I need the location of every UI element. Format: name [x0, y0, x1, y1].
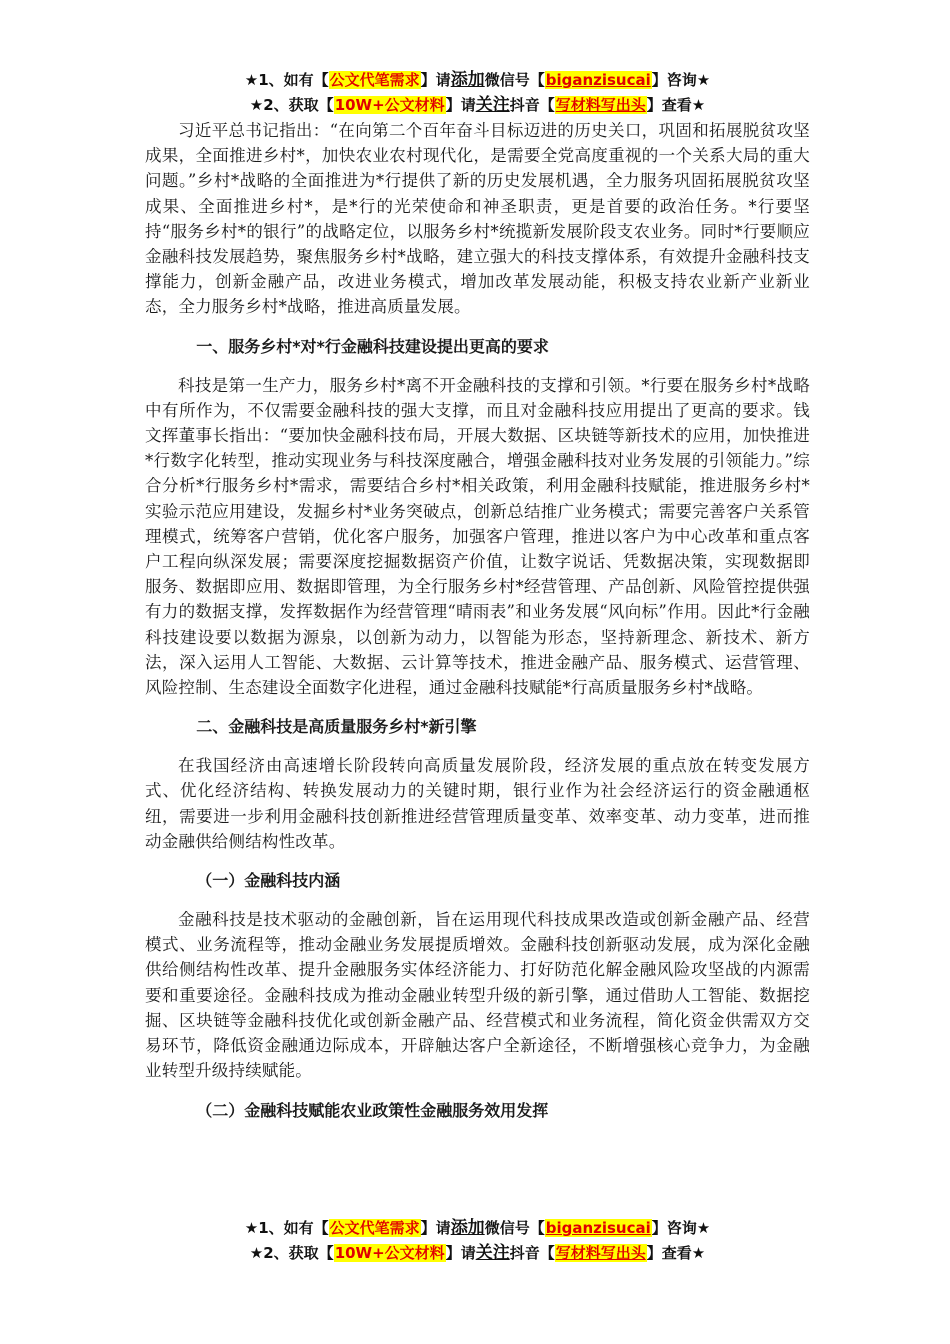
promo-text: ★1、如有【	[244, 1219, 329, 1237]
highlight-service: 公文代笔需求	[329, 1219, 420, 1237]
promo-text: 】请	[420, 71, 451, 89]
promo-line-1	[145, 68, 810, 93]
highlight-douyin-account: 写材料写出头	[555, 1244, 646, 1262]
promo-text: 抖音【	[509, 96, 555, 114]
subsection-1-paragraph: 金融科技是技术驱动的金融创新，旨在运用现代科技成果改造或创新金融产品、经营模式、业务流程等，推动金融业务发展提质增效。金融科技创新驱动发展，成为深化金融供给侧结构性改革、提升金融服务实体经济能力、打好防范化解金融风险攻坚战的内源需要和重要途径。金融科技成为推动金融业转型升级的新引擎，通过借助人工智能、数据挖掘、区块链等金融科技优化或创新金融产品、经营模式和业务流程，简化资金供需双方交易环节，降低资金融通边际成本，开辟触达客户全新途径，不断增强核心竞争力，为金融业转型升级持续赋能。	[145, 910, 810, 1081]
promo-emphasis: 添加	[450, 1218, 485, 1238]
promo-text: 】查看★	[646, 96, 706, 114]
promo-line-2	[145, 1241, 810, 1266]
promo-line-1	[145, 1216, 810, 1241]
highlight-wechat-id: biganzisucai	[545, 1219, 651, 1237]
highlight-service: 公文代笔需求	[329, 71, 420, 89]
highlight-materials: 10W+公文材料	[334, 1244, 445, 1262]
promo-banner-bottom	[145, 1216, 810, 1266]
promo-line-2	[145, 93, 810, 118]
section-1-paragraph: 科技是第一生产力，服务乡村*离不开金融科技的支撑和引领。*行要在服务乡村*战略中有所作为，不仅需要金融科技的强大支撑，而且对金融科技应用提出了更高的要求。钱文挥董事长指出：“要加快金融科技布局，开展大数据、区块链等新技术的应用，加快推进*行数字化转型，推动实现业务与科技深度融合，增强金融科技对业务发展的引领能力。”综合分析*行服务乡村*需求，需要结合乡村*相关政策，利用金融科技赋能，推进服务乡村*实验示范应用建设，发掘乡村*业务突破点，创新总结推广业务模式；需要完善客户关系管理模式，统筹客户营销，优化客户服务，加强客户管理，推进以客户为中心改革和重点客户工程向纵深发展；需要深度挖掘数据资产价值，让数字说话、凭数据决策，实现数据即服务、数据即应用、数据即管理，为全行服务乡村*经营管理、产品创新、风险管控提供强有力的数据支撑，发挥数据作为经营管理“晴雨表”和业务发展“风向标”作用。因此*行金融科技建设要以数据为源泉，以创新为动力，以智能为形态，坚持新理念、新技术、新方法，深入运用人工智能、大数据、云计算等技术，推进金融产品、服务模式、运营管理、风险控制、生态建设全面数字化进程，通过金融科技赋能*行高质量服务乡村*战略。	[145, 375, 810, 698]
promo-text: 】请	[445, 1244, 476, 1262]
promo-emphasis: 添加	[450, 70, 485, 90]
promo-text: 微信号【	[484, 71, 545, 89]
promo-text: 抖音【	[509, 1244, 555, 1262]
promo-text: 微信号【	[484, 1219, 545, 1237]
highlight-materials: 10W+公文材料	[334, 96, 445, 114]
promo-emphasis: 关注	[475, 1243, 510, 1263]
section-1-heading: 一、服务乡村*对*行金融科技建设提出更高的要求	[196, 336, 549, 356]
highlight-wechat-id: biganzisucai	[545, 71, 651, 89]
promo-emphasis: 关注	[475, 95, 510, 115]
highlight-douyin-account: 写材料写出头	[555, 96, 646, 114]
promo-text: 】咨询★	[651, 71, 711, 89]
section-2-heading: 二、金融科技是高质量服务乡村*新引擎	[196, 717, 477, 737]
promo-text: 】咨询★	[651, 1219, 711, 1237]
promo-text: 】请	[445, 96, 476, 114]
section-2-paragraph: 在我国经济由高速增长阶段转向高质量发展阶段，经济发展的重点放在转变发展方式、优化经济结构、转换发展动力的关键时期，银行业作为社会经济运行的资金融通枢纽，需要进一步利用金融科技创新推进经营管理质量变革、效率变革、动力变革，进而推动金融供给侧结构性改革。	[145, 756, 810, 851]
promo-text: 】请	[420, 1219, 451, 1237]
subsection-2-heading: （二）金融科技赋能农业政策性金融服务效用发挥	[196, 1100, 549, 1120]
promo-text: 】查看★	[646, 1244, 706, 1262]
promo-banner-top	[145, 68, 810, 118]
promo-text: ★2、获取【	[249, 96, 334, 114]
subsection-1-heading: （一）金融科技内涵	[196, 871, 341, 891]
promo-text: ★2、获取【	[249, 1244, 334, 1262]
document-page	[145, 68, 810, 1123]
promo-text: ★1、如有【	[244, 71, 329, 89]
intro-paragraph: 习近平总书记指出：“在向第二个百年奋斗目标迈进的历史关口，巩固和拓展脱贫攻坚成果，全面推进乡村*，加快农业农村现代化，是需要全党高度重视的一个关系大局的重大问题。”乡村*战略的全面推进为*行提供了新的历史发展机遇，全力服务巩固拓展脱贫攻坚成果、全面推进乡村*，是*行的光荣使命和神圣职责，更是首要的政治任务。*行要坚持“服务乡村*的银行”的战略定位，以服务乡村*统揽新发展阶段支农业务。同时*行要顺应金融科技发展趋势，聚焦服务乡村*战略，建立强大的科技支撑体系，有效提升金融科技支撑能力，创新金融产品，改进业务模式，增加改革发展动能，积极支持农业新产业新业态，全力服务乡村*战略，推进高质量发展。	[145, 121, 810, 317]
